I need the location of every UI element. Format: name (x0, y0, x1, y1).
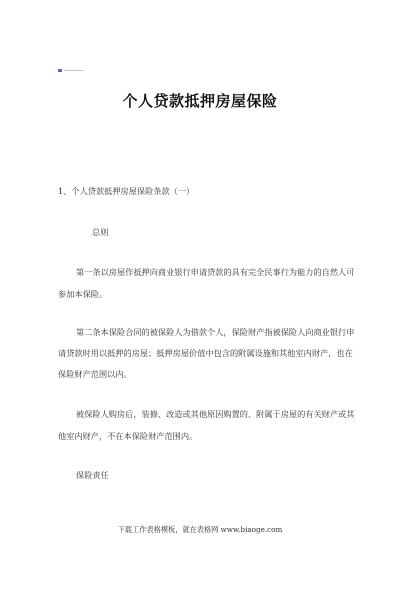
article2-line2: 请贷款时用以抵押的房屋；抵押房屋价值中包含的附属设施和其他室内财产，也在 (58, 348, 353, 358)
article2-line3: 保险财产范围以内。 (58, 369, 132, 379)
para3-line1: 被保险人购房后，装修、改造或其他原因购置的、附属于房屋的有关财产或其 (76, 409, 355, 419)
header-logo-icon (58, 68, 86, 72)
document-title: 个人贷款抵押房屋保险 (122, 92, 278, 110)
article1-line2: 参加本保险。 (58, 289, 108, 299)
para3-line2: 他室内财产，不在本保险财产范围内。 (58, 431, 198, 441)
logo-line (64, 70, 84, 71)
section-heading: 1、个人贷款抵押房屋保险条款（一） (58, 186, 195, 196)
liability-heading: 保险责任 (76, 470, 109, 480)
article2-line1: 第二条本保险合同的被保险人为借款个人，保险财产指被保险人向商业银行申 (76, 327, 355, 337)
footer-text: 下载工作表格模板，就在表格网 www.biaoge.com (117, 525, 283, 534)
article1-line1: 第一条以房屋作抵押向商业银行申请贷款的具有完全民事行为能力的自然人可 (76, 267, 355, 277)
general-heading: 总则 (92, 227, 109, 237)
logo-square (58, 69, 62, 72)
